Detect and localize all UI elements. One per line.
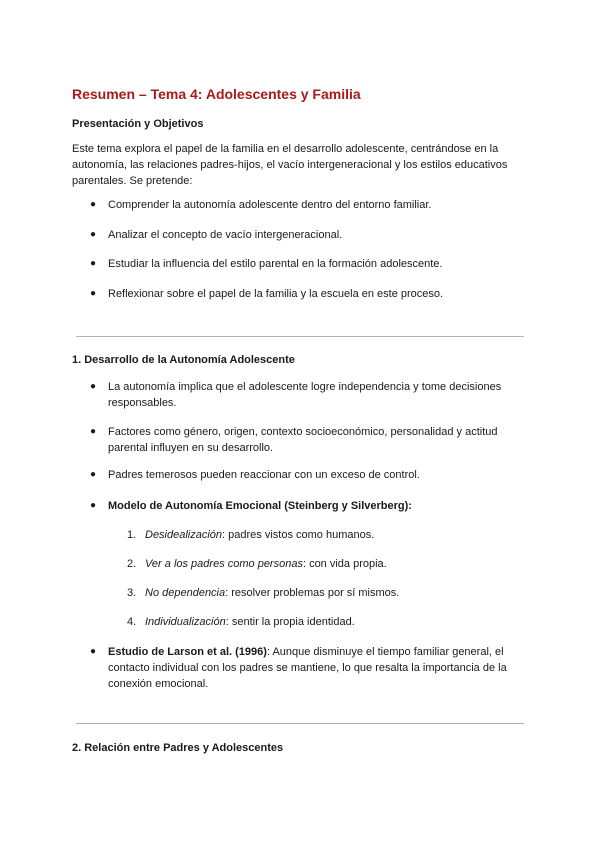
bullet-icon: ● (90, 646, 97, 657)
objective-text: Analizar el concepto de vacío intergeneracional. (108, 229, 343, 241)
model-label: Modelo de Autonomía Emocional (Steinberg y Silverberg): (108, 500, 412, 512)
item-number: 3. (127, 587, 137, 599)
model-item (127, 527, 507, 543)
study-text: : Aunque disminuye el tiempo familiar general, el contacto individual con los padres se mantiene, lo que resalta la importancia de la conexión emocional. (108, 646, 507, 690)
bullet-text: Padres temerosos pueden reaccionar con un exceso de control. (108, 469, 420, 481)
objective-text: Reflexionar sobre el papel de la familia y la escuela en este proceso. (108, 288, 444, 300)
bullet-icon: ● (90, 500, 97, 511)
bullet-text: Factores como género, origen, contexto socioeconómico, personalidad y actitud parental influyen en su desarrollo. (108, 426, 498, 454)
item-desc: : sentir la propia identidad. (225, 616, 355, 628)
bullet-icon: ● (90, 229, 97, 240)
section1-bullet (90, 424, 510, 456)
section2-heading: 2. Relación entre Padres y Adolescentes (72, 742, 284, 754)
item-term: Ver a los padres como personas (145, 558, 303, 570)
item-term: No dependencia (145, 587, 226, 599)
section1-heading: 1. Desarrollo de la Autonomía Adolescente (72, 354, 295, 366)
section-divider (76, 336, 524, 337)
item-desc: : resolver problemas por sí mismos. (225, 587, 400, 599)
objective-text: Estudiar la influencia del estilo parental en la formación adolescente. (108, 258, 443, 270)
item-term: Individualización (145, 616, 226, 628)
objective-item (90, 256, 510, 272)
item-number: 4. (127, 616, 137, 628)
section1-bullet (90, 379, 510, 411)
item-term: Desidealización (145, 529, 223, 541)
bullet-icon: ● (90, 381, 97, 392)
model-item (127, 556, 507, 572)
intro-heading: Presentación y Objetivos (72, 118, 204, 130)
intro-paragraph: Este tema explora el papel de la familia en el desarrollo adolescente, centrándose en la autonomía, las relaciones padres-hijos, el vacío intergeneracional y los estilos educativos parentales. Se pretende: (72, 143, 508, 187)
objective-item (90, 197, 510, 213)
document-title: Resumen – Tema 4: Adolescentes y Familia (72, 86, 361, 102)
model-item (127, 614, 507, 630)
model-item (127, 585, 507, 601)
bullet-icon: ● (90, 258, 97, 269)
bullet-icon: ● (90, 288, 97, 299)
bullet-icon: ● (90, 469, 97, 480)
objective-item (90, 286, 510, 302)
section1-bullet (90, 467, 510, 483)
item-number: 1. (127, 529, 137, 541)
objective-text: Comprender la autonomía adolescente dentro del entorno familiar. (108, 199, 432, 211)
item-number: 2. (127, 558, 137, 570)
objective-item (90, 227, 510, 243)
bullet-icon: ● (90, 199, 97, 210)
section-divider (76, 723, 524, 724)
bullet-text: La autonomía implica que el adolescente logre independencia y tome decisiones responsables. (108, 381, 502, 409)
bullet-icon: ● (90, 426, 97, 437)
section1-bullet (90, 644, 510, 692)
section1-bullet (90, 498, 510, 514)
item-desc: : con vida propia. (302, 558, 387, 570)
study-label: Estudio de Larson et al. (1996) (108, 646, 267, 658)
item-desc: : padres vistos como humanos. (222, 529, 375, 541)
